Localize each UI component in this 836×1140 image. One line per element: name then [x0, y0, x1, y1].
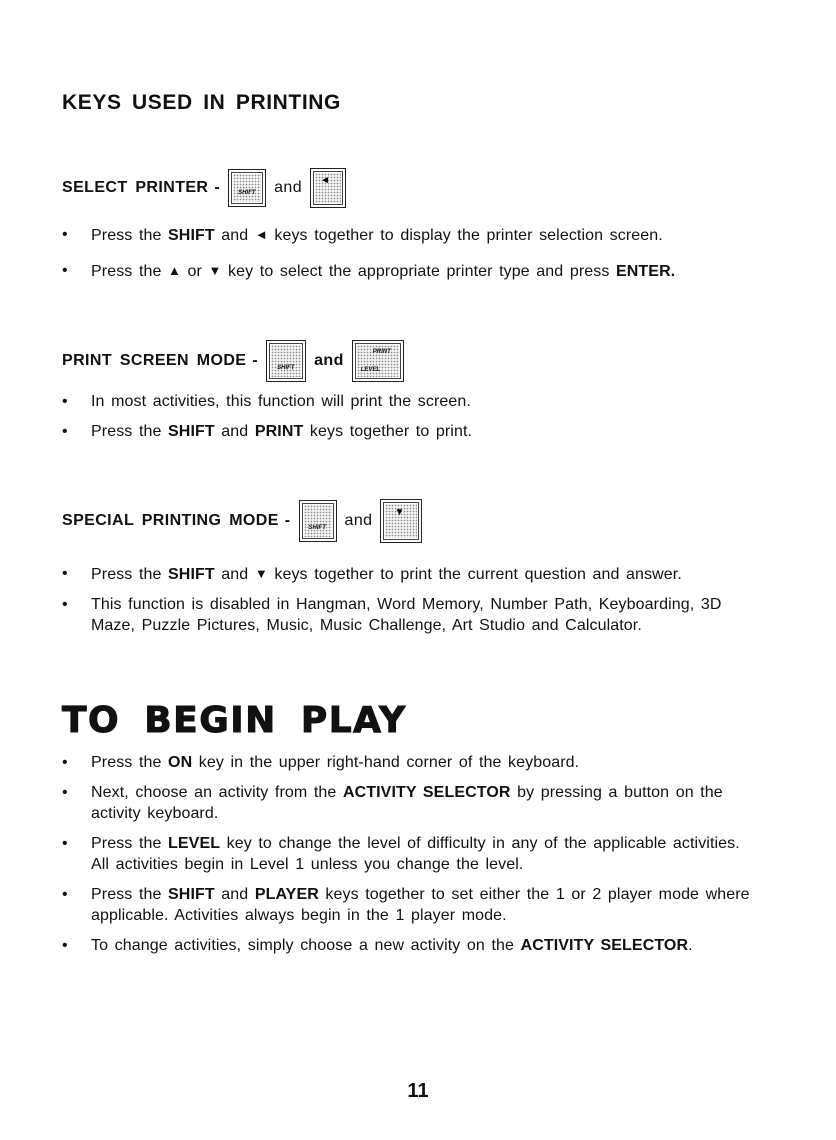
bold-term: ACTIVITY SELECTOR: [520, 937, 689, 954]
arrow-icon: ▲: [168, 263, 181, 278]
list-item: • Press the ON key in the upper right-hand corner of the keyboard.: [62, 754, 580, 771]
page-number: 11: [407, 1080, 429, 1102]
bold-term: SHIFT: [168, 566, 215, 583]
begin-play-heading: TO BEGIN PLAY: [62, 700, 407, 741]
down-arrow-key-icon: ▼: [380, 499, 422, 543]
list-item: • Press the SHIFT and ▼ keys together to print the current question and answer.: [62, 565, 682, 583]
left-arrow-key-icon: ◄: [310, 168, 346, 208]
list-item: • In most activities, this function will print the screen.: [62, 393, 471, 410]
list-item: • Press the ▲ or ▼ key to select the appropriate printer type and press ENTER.: [62, 262, 676, 280]
bold-term: PRINT: [254, 423, 304, 440]
title-dash: -: [214, 179, 221, 196]
shift-key-icon: SHIFT: [266, 340, 306, 382]
bold-term: LEVEL: [168, 835, 221, 852]
arrow-icon: ▼: [254, 566, 268, 581]
title-dash: -: [284, 512, 291, 529]
and-connector: and: [274, 179, 303, 196]
section-title: SELECT PRINTER: [62, 179, 209, 196]
section-print-screen-mode: [62, 340, 404, 382]
list-item: • Next, choose an activity from the ACTIVITY SELECTOR by pressing a button on the activity keyboard.: [62, 784, 723, 822]
shift-key-icon: SHIFT: [299, 500, 337, 542]
title-dash: -: [252, 352, 259, 369]
bold-term: SHIFT: [168, 886, 215, 903]
and-connector: and: [344, 512, 373, 529]
bold-term: ENTER.: [616, 263, 676, 280]
list-item: • Press the SHIFT and PLAYER keys together to set either the 1 or 2 player mode where applicable. Activities always begin in the 1 player mode.: [62, 886, 750, 924]
and-connector: and: [314, 352, 344, 369]
bold-term: PLAYER: [254, 886, 319, 903]
print-level-key-icon: PRINT LEVEL: [352, 340, 404, 382]
shift-key-icon: SHIFT: [228, 169, 266, 207]
bold-term: SHIFT: [168, 227, 215, 244]
section-title: PRINT SCREEN MODE: [62, 352, 247, 369]
bold-term: SHIFT: [168, 423, 215, 440]
section-special-printing-mode: [62, 499, 422, 543]
list-item: • To change activities, simply choose a new activity on the ACTIVITY SELECTOR.: [62, 937, 693, 954]
list-item: • Press the SHIFT and ◄ keys together to display the printer selection screen.: [62, 226, 663, 244]
list-item: • Press the LEVEL key to change the level of difficulty in any of the applicable activities. All activities begin in Level 1 unless you change the level.: [62, 835, 740, 873]
arrow-icon: ◄: [254, 227, 268, 242]
bold-term: ON: [168, 754, 193, 771]
arrow-icon: ▼: [208, 263, 222, 278]
list-item: • This function is disabled in Hangman, Word Memory, Number Path, Keyboarding, 3D Maze, Puzzle Pictures, Music, Music Challenge, Art Studio and Calculator.: [62, 596, 722, 634]
bold-term: ACTIVITY SELECTOR: [342, 784, 511, 801]
section-title: SPECIAL PRINTING MODE: [62, 512, 279, 529]
list-item: • Press the SHIFT and PRINT keys together to print.: [62, 423, 473, 440]
section-select-printer: [62, 168, 346, 208]
page-heading: KEYS USED IN PRINTING: [62, 91, 341, 114]
